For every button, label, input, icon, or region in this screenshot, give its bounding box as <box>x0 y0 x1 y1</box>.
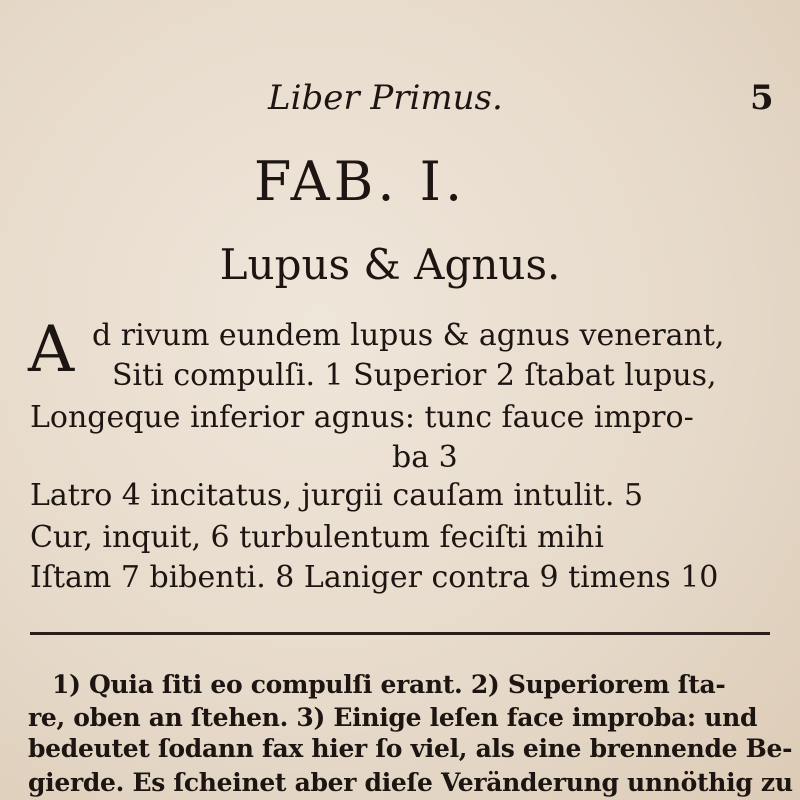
drop-cap: A <box>28 313 75 387</box>
verse-line: ba 3 <box>392 440 458 475</box>
footnote-line: gierde. Es ſcheinet aber dieſe Veränderung unnöthig zu <box>28 768 793 797</box>
verse-line: Latro 4 incitatus, jurgii cauſam intulit. 5 <box>30 478 644 513</box>
footnote-line: bedeutet ſodann fax hier ſo viel, als eine brennende Be- <box>28 734 793 763</box>
running-head: Liber Primus. <box>268 78 503 118</box>
verse-line: Iſtam 7 bibenti. 8 Laniger contra 9 timens 10 <box>30 560 719 595</box>
fable-title: FAB. I. <box>253 150 467 213</box>
fable-subtitle: Lupus & Agnus. <box>219 240 561 289</box>
verse-line: Siti compulſi. 1 Superior 2 ſtabat lupus, <box>112 358 717 393</box>
verse-line: Cur, inquit, 6 turbulentum feciſti mihi <box>30 520 604 555</box>
page-number: 5 <box>750 78 774 118</box>
verse-line: d rivum eundem lupus & agnus venerant, <box>92 318 725 353</box>
footnote-line: 1) Quia ſiti eo compulſi erant. 2) Superiorem ſta- <box>52 670 726 699</box>
footnote-divider <box>30 632 770 635</box>
verse-line: Longeque inferior agnus: tunc fauce impro- <box>30 400 694 435</box>
footnote-line: re, oben an ſtehen. 3) Einige leſen face improba: und <box>28 703 758 732</box>
